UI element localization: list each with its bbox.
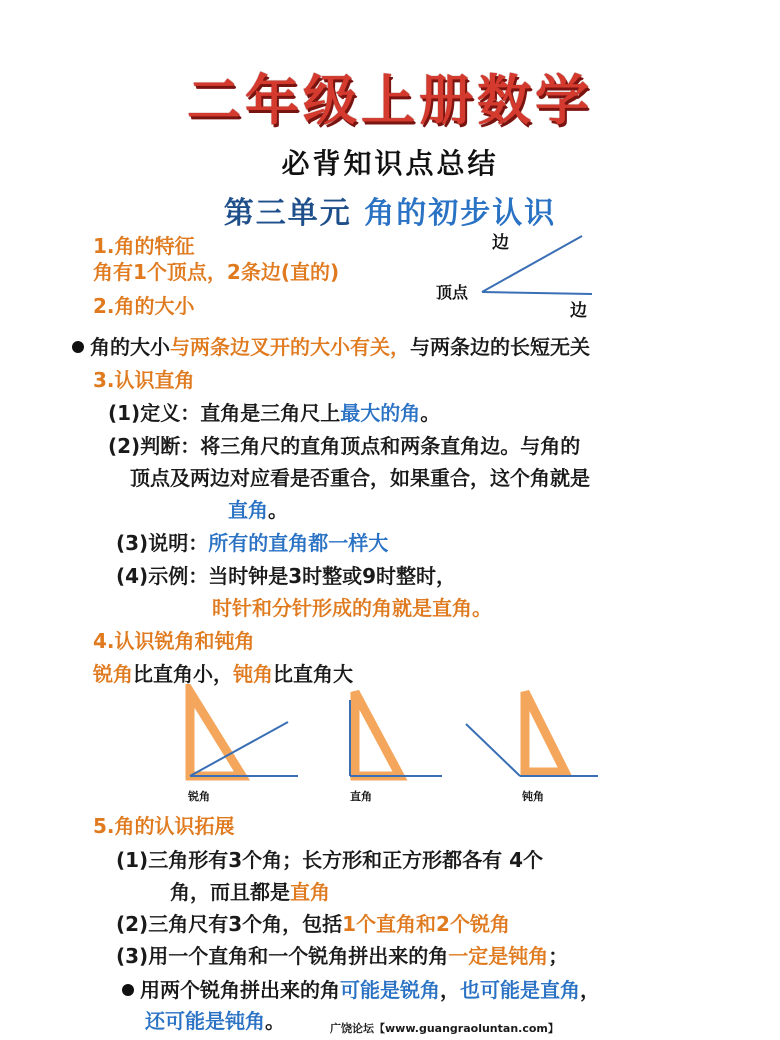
s3-judge-line1: (2)判断：将三角尺的直角顶点和两条直角边。与角的 — [108, 434, 581, 458]
section-1-heading: 1.角的特征 — [93, 234, 195, 258]
obtuse-angle-figure — [466, 692, 598, 803]
page-subtitle: 必背知识点总结 — [281, 147, 499, 180]
s3-judge-line2: 顶点及两边对应看是否重合，如果重合，这个角就是 — [130, 466, 590, 490]
unit-heading — [0, 188, 780, 232]
s5-item2: (2)三角尺有3个角，包括1个直角和2个锐角 — [116, 912, 510, 936]
s3-note: (3)说明：所有的直角都一样大 — [116, 531, 389, 555]
unit-name: 角的初步认识 — [364, 196, 557, 231]
section-3-heading: 3.认识直角 — [93, 368, 195, 392]
section-5-heading: 5.角的认识拓展 — [93, 814, 235, 838]
section-4-heading: 4.认识锐角和钝角 — [93, 629, 255, 653]
label-edge-bottom: 边 — [570, 301, 587, 321]
unit-number: 第三单元 — [223, 196, 352, 231]
triangle-ruler-icon — [355, 692, 400, 776]
s3-example: (4)示例：当时钟是3时整或9时整时， — [116, 564, 457, 588]
s2-p3: 与两条边的长短无关 — [410, 335, 590, 359]
acute-angle-figure — [187, 692, 298, 803]
section-2-line — [72, 331, 590, 360]
s3-example-hl: 时针和分针形成的角就是直角。 — [212, 596, 492, 620]
s5-item4-line1: 用两个锐角拼出来的角可能是锐角，也可能是直角， — [122, 974, 600, 1003]
section-2-heading: 2.角的大小 — [93, 294, 195, 318]
section-1-line: 角有1个顶点，2条边(直的) — [93, 260, 340, 284]
label-obtuse: 钝角 — [522, 790, 544, 803]
triangle-ruler-icon — [525, 692, 565, 772]
s3-definition: (1)定义：直角是三角尺上最大的角。 — [108, 401, 441, 425]
s5-item3: (3)用一个直角和一个锐角拼出来的角一定是钝角； — [116, 944, 569, 968]
s3-judge-line3: 直角。 — [228, 498, 288, 522]
triangle-ruler-icon — [190, 692, 242, 776]
footer-credit: 广饶论坛【www.guangraoluntan.com】 — [330, 1022, 559, 1035]
label-acute: 锐角 — [188, 790, 210, 803]
label-edge-top: 边 — [492, 233, 509, 253]
right-angle-figure — [350, 692, 442, 803]
s5-item4-line2: 还可能是钝角。 — [145, 1009, 285, 1033]
bullet-icon — [72, 341, 84, 353]
s5-item1-line2: 角，而且都是直角 — [170, 880, 330, 904]
bullet-icon — [122, 984, 134, 996]
s4-line: 锐角比直角小，钝角比直角大 — [93, 662, 353, 686]
label-right: 直角 — [350, 790, 372, 803]
angle-diagram — [430, 228, 620, 328]
page-title: 二年级上册数学 — [187, 68, 593, 132]
angle-types-figure — [180, 684, 600, 808]
s2-p2: 与两条边叉开的大小有关， — [170, 335, 410, 359]
s5-item1-line1: (1)三角形有3个角；长方形和正方形都各有 4个 — [116, 848, 543, 872]
angle-edge-bottom — [482, 292, 592, 294]
s2-p1: 角的大小 — [90, 335, 170, 359]
label-vertex: 顶点 — [436, 283, 469, 302]
